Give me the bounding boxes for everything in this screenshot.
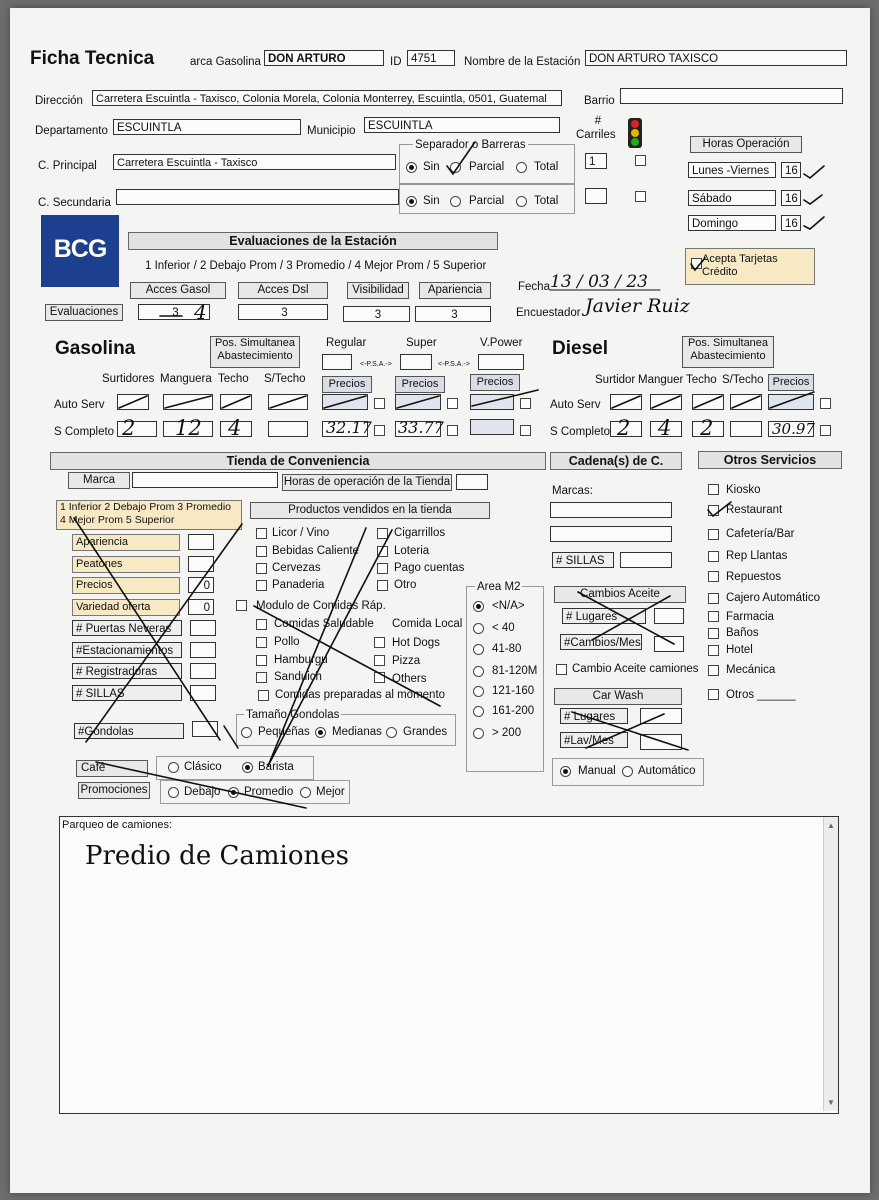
prod-loteria: Loteria bbox=[394, 545, 430, 557]
municipio-label: Municipio bbox=[307, 125, 356, 137]
row-variedad-field[interactable]: 0 bbox=[188, 599, 214, 615]
comidas-x-2 bbox=[268, 530, 392, 766]
csecundaria-label: C. Secundaria bbox=[38, 197, 111, 209]
row-peatones: Peatones bbox=[72, 556, 180, 573]
row-registradoras: # Registradoras bbox=[72, 663, 182, 679]
llantas-label: Rep Llantas bbox=[726, 550, 788, 562]
otros-title: Otros Servicios bbox=[698, 451, 842, 469]
stecho-label: S/Techo bbox=[264, 373, 306, 385]
manual-label: Manual bbox=[578, 765, 616, 777]
as-slash-3 bbox=[222, 396, 250, 408]
tarjetas-check-mark bbox=[691, 258, 705, 270]
direccion-label: Dirección bbox=[35, 95, 83, 107]
tamano-medianas: Medianas bbox=[332, 726, 382, 738]
marca-field[interactable]: DON ARTURO bbox=[264, 50, 384, 66]
hotel-label: Hotel bbox=[726, 644, 753, 656]
cafe-label: Café bbox=[76, 760, 148, 777]
apariencia-field[interactable]: 3 bbox=[415, 306, 491, 322]
cafeteria-label: Cafetería/Bar bbox=[726, 528, 795, 540]
parqueo-value: Predio de Camiones bbox=[85, 841, 349, 871]
comida-others: Others bbox=[392, 673, 427, 685]
direccion-field[interactable]: Carretera Escuintla - Taxisco, Colonia Morela, Colonia Monterrey, Escuintla, 0501, Guatemal bbox=[92, 90, 562, 106]
diesel-auto-serv-label: Auto Serv bbox=[550, 399, 601, 411]
area-40: < 40 bbox=[492, 622, 515, 634]
marca-tienda-label: Marca bbox=[68, 472, 130, 489]
carriles-label: Carriles bbox=[576, 129, 616, 141]
diesel-precio-label: Precios bbox=[768, 374, 814, 391]
encuestador-label: Encuestador bbox=[516, 307, 581, 319]
prod-cervezas: Cervezas bbox=[272, 562, 321, 574]
evaluaciones-title: Evaluaciones de la Estación bbox=[128, 232, 498, 250]
row-sillas: # SILLAS bbox=[72, 685, 182, 701]
cajero-label: Cajero Automático bbox=[726, 592, 820, 604]
area-gt200: > 200 bbox=[492, 727, 522, 739]
separador-label: Separador o Barreras bbox=[415, 139, 526, 151]
kiosko-label: Kiosko bbox=[726, 484, 761, 496]
fecha-value: 13 / 03 / 23 bbox=[550, 272, 648, 292]
dsl-as-slash-2 bbox=[652, 396, 680, 408]
parqueo-label: Parqueo de camiones: bbox=[62, 819, 173, 831]
evaluaciones-label: Evaluaciones bbox=[45, 304, 123, 321]
cafe-barista: Barista bbox=[258, 761, 294, 773]
dsl-as-slash-3 bbox=[694, 396, 722, 408]
prod-cigarrillos: Cigarrillos bbox=[394, 527, 446, 539]
surtidores-label: Surtidores bbox=[102, 373, 155, 385]
tamano-label: Tamaño Gondolas bbox=[246, 709, 340, 721]
separador-check-mark bbox=[447, 142, 475, 174]
repuestos-label: Repuestos bbox=[726, 571, 781, 583]
promo-promedio: Promedio bbox=[244, 786, 294, 798]
lunes-hours-field[interactable]: 16 bbox=[781, 162, 801, 178]
mecanica-label: Mecánica bbox=[726, 664, 776, 676]
barrio-label: Barrio bbox=[584, 95, 615, 107]
form-title: Ficha Tecnica bbox=[30, 48, 155, 69]
sc-manguera-hw: 12 bbox=[175, 416, 202, 440]
diesel-title: Diesel bbox=[552, 338, 608, 359]
precio-regular-label: Precios bbox=[322, 376, 372, 393]
visibilidad-label: Visibilidad bbox=[347, 282, 409, 299]
id-label: ID bbox=[390, 56, 402, 68]
tarjetas-label: Acepta Tarjetas Crédito bbox=[702, 253, 778, 278]
productos-slash bbox=[268, 528, 366, 766]
tienda-title: Tienda de Conveniencia bbox=[50, 452, 546, 470]
prod-pago: Pago cuentas bbox=[394, 562, 465, 574]
diesel-manguer-label: Manguer bbox=[638, 374, 684, 386]
aceite-x-1 bbox=[578, 592, 674, 644]
restaurant-check-mark bbox=[708, 502, 731, 516]
separador2-total-label: Total bbox=[534, 195, 559, 207]
acces-gasol-label: Acces Gasol bbox=[130, 282, 226, 299]
comidas-x-1 bbox=[254, 606, 440, 706]
domingo-label: Domingo bbox=[688, 215, 776, 231]
promo-mejor: Mejor bbox=[316, 786, 345, 798]
lunes-tick-mark bbox=[804, 166, 824, 178]
separador2-sin-label: Sin bbox=[423, 195, 440, 207]
gasolina-pos-label: Pos. Simultanea Abastecimiento bbox=[210, 336, 300, 368]
comida-local: Comida Local bbox=[392, 618, 463, 630]
scroll-down-icon[interactable]: ▼ bbox=[827, 1098, 835, 1107]
as-slash-1 bbox=[119, 396, 147, 408]
comida-saludable: Comidas Saludable bbox=[274, 618, 374, 630]
tienda-scale-2: 4 Mejor Prom 5 Superior bbox=[60, 514, 175, 526]
cambios-mes-label: #Cambios/Mes bbox=[560, 634, 642, 650]
diesel-sc-manguer-hw: 4 bbox=[658, 416, 672, 440]
visibilidad-field[interactable]: 3 bbox=[343, 306, 410, 322]
super-label: Super bbox=[406, 337, 437, 349]
row-precios: Precios bbox=[72, 577, 180, 594]
comida-sanduich: Sanduich bbox=[274, 671, 322, 683]
diesel-pos-label: Pos. Simultanea Abastecimiento bbox=[682, 336, 774, 368]
handwritten-marks bbox=[10, 8, 870, 1193]
dsl-as-slash-1 bbox=[612, 396, 640, 408]
estacion-field[interactable]: DON ARTURO TAXISCO bbox=[585, 50, 847, 66]
municipio-field[interactable]: ESCUINTLA bbox=[364, 117, 560, 133]
estacion-label: Nombre de la Estación bbox=[464, 56, 581, 68]
tienda-rows-x-2 bbox=[86, 524, 242, 742]
comida-pizza: Pizza bbox=[392, 655, 421, 667]
sc-surtidores-hw: 2 bbox=[122, 416, 136, 440]
s-completo-label: S Completo bbox=[54, 426, 115, 438]
domingo-hours-field[interactable]: 16 bbox=[781, 215, 801, 231]
separador1-parcial-label: Parcial bbox=[469, 161, 505, 173]
fecha-label: Fecha bbox=[518, 281, 550, 293]
sabado-label: Sábado bbox=[688, 190, 776, 206]
separador2-parcial-label: Parcial bbox=[469, 195, 505, 207]
dsl-as-slash-5 bbox=[770, 392, 814, 408]
cprincipal-field[interactable]: Carretera Escuintla - Taxisco bbox=[113, 154, 396, 170]
scroll-up-icon[interactable]: ▲ bbox=[827, 821, 835, 830]
horas-tienda-label: Horas de operación de la Tienda bbox=[282, 474, 452, 491]
diesel-sc-price-hw: 30.97 bbox=[772, 420, 815, 438]
diesel-techo-label: Techo bbox=[686, 374, 717, 386]
cprincipal-label: C. Principal bbox=[38, 160, 97, 172]
lunes-label: Lunes -Viernes bbox=[688, 162, 776, 178]
diesel-s-completo-label: S Completo bbox=[550, 426, 611, 438]
area-120: 81-120M bbox=[492, 665, 538, 677]
as-slash-7 bbox=[472, 390, 538, 406]
diesel-sc-surtidor-hw: 2 bbox=[617, 416, 631, 440]
as-slash-5 bbox=[324, 396, 366, 408]
carriles-field[interactable]: 1 bbox=[585, 153, 607, 169]
as-slash-6 bbox=[397, 396, 439, 408]
carwash-x-2 bbox=[586, 714, 664, 748]
row-puertas: # Puertas Neveras bbox=[72, 620, 182, 636]
tamano-pequenas: Pequeñas bbox=[258, 726, 310, 738]
prod-otro: Otro bbox=[394, 579, 417, 591]
cambios-aceite-label: Cambios Aceite bbox=[554, 586, 686, 603]
row-apariencia: Apariencia bbox=[72, 534, 180, 551]
auto-serv-label: Auto Serv bbox=[54, 399, 105, 411]
diesel-sc-techo-hw: 2 bbox=[700, 416, 714, 440]
apariencia-label: Apariencia bbox=[419, 282, 491, 299]
acces-gasol-handwritten: 4 bbox=[194, 300, 207, 324]
sc-regular-price-hw: 32.17 bbox=[326, 418, 372, 437]
tienda-rows-x-1 bbox=[74, 518, 220, 740]
horas-operacion-label: Horas Operación bbox=[690, 136, 802, 153]
prod-bebidas: Bebidas Caliente bbox=[272, 545, 359, 557]
automatico-label: Automático bbox=[638, 765, 696, 777]
cafe-strike bbox=[96, 762, 306, 808]
car-wash-label: Car Wash bbox=[554, 688, 682, 705]
sabado-hours-field[interactable]: 16 bbox=[781, 190, 801, 206]
regular-label: Regular bbox=[326, 337, 367, 349]
lugares-label: # Lugares bbox=[562, 608, 646, 624]
area-160: 121-160 bbox=[492, 685, 535, 697]
vpower-label: V.Power bbox=[480, 337, 523, 349]
restaurant-label: Restaurant bbox=[726, 504, 783, 516]
area-80: 41-80 bbox=[492, 643, 522, 655]
area-na: <N/A> bbox=[492, 600, 525, 612]
techo-label: Techo bbox=[218, 373, 249, 385]
psa-2: <-P.S.A.-> bbox=[438, 361, 470, 368]
domingo-tick-mark bbox=[804, 217, 824, 229]
gasolina-title: Gasolina bbox=[55, 338, 136, 359]
aceite-x-2 bbox=[592, 596, 670, 640]
evaluaciones-scale: 1 Inferior / 2 Debajo Prom / 3 Promedio / 4 Mejor Prom / 5 Superior bbox=[145, 260, 487, 272]
row-gondolas: #Gondolas bbox=[74, 723, 184, 739]
prod-licor: Licor / Vino bbox=[272, 527, 330, 539]
carriles-label-hash: # bbox=[594, 115, 602, 127]
acces-dsl-label: Acces Dsl bbox=[238, 282, 328, 299]
logo-text: BCG bbox=[53, 235, 107, 263]
tamano-grandes: Grandes bbox=[403, 726, 448, 738]
row-variedad: Variedad oferta bbox=[72, 599, 180, 616]
id-field[interactable]: 4751 bbox=[407, 50, 455, 66]
lav-mes-label: #Lav/Mes bbox=[560, 732, 628, 748]
row-precios-field[interactable]: 0 bbox=[188, 577, 214, 593]
cafe-clasico: Clásico bbox=[184, 761, 222, 773]
sc-super-price-hw: 33.77 bbox=[398, 418, 444, 437]
acces-gasol-field[interactable]: 3 bbox=[138, 304, 210, 320]
depto-label: Departamento bbox=[35, 125, 108, 137]
as-slash-4 bbox=[270, 396, 306, 408]
comidas-title: Modulo de Comidas Ráp. bbox=[256, 600, 386, 612]
promociones-label: Promociones bbox=[78, 782, 150, 799]
row-estacionamientos: #Estacionamientos bbox=[72, 642, 182, 658]
psa-1: <-P.S.A.-> bbox=[360, 361, 392, 368]
precio-super-label: Precios bbox=[395, 376, 445, 393]
lugares2-label: # Lugares bbox=[560, 708, 628, 724]
diesel-surtidor-label: Surtidor bbox=[595, 374, 636, 386]
tienda-scale-1: 1 Inferior 2 Debajo Prom 3 Promedio bbox=[60, 501, 231, 513]
prod-panaderia: Panaderia bbox=[272, 579, 325, 591]
marca-label: arca Gasolina bbox=[190, 56, 261, 68]
manguera-label: Manguera bbox=[160, 373, 212, 385]
comida-hamburgu: Hamburgu bbox=[274, 654, 328, 666]
otros-label: Otros ______ bbox=[726, 689, 796, 701]
as-slash-2 bbox=[165, 396, 211, 408]
separador1-total-label: Total bbox=[534, 161, 559, 173]
banos-label: Baños bbox=[726, 627, 759, 639]
encuestador-value: Javier Ruiz bbox=[585, 295, 690, 317]
comida-preparadas: Comidas preparadas al momento bbox=[275, 689, 446, 701]
sc-techo-hw: 4 bbox=[228, 416, 242, 440]
comida-pollo: Pollo bbox=[274, 636, 300, 648]
productos-label: Productos vendidos en la tienda bbox=[250, 502, 490, 519]
cambio-camiones: Cambio Aceite camiones bbox=[572, 663, 699, 675]
comida-hotdogs: Hot Dogs bbox=[392, 637, 440, 649]
carwash-x-1 bbox=[572, 712, 688, 750]
form-sheet bbox=[10, 8, 870, 1193]
area-title: Area M2 bbox=[477, 581, 521, 593]
cadena-sillas-label: # SILLAS bbox=[552, 552, 614, 568]
sabado-tick-mark bbox=[804, 195, 822, 204]
depto-field[interactable]: ESCUINTLA bbox=[113, 119, 301, 135]
promo-debajo: Debajo bbox=[184, 786, 221, 798]
gondolas-strike bbox=[224, 726, 238, 748]
farmacia-label: Farmacia bbox=[726, 611, 774, 623]
area-200: 161-200 bbox=[492, 705, 535, 717]
dsl-as-slash-4 bbox=[732, 396, 760, 408]
cadena-marcas-label: Marcas: bbox=[552, 485, 593, 497]
acces-dsl-field[interactable]: 3 bbox=[238, 304, 328, 320]
cadena-title: Cadena(s) de C. bbox=[550, 452, 682, 470]
diesel-stecho-label: S/Techo bbox=[722, 374, 764, 386]
separador1-sin-label: Sin bbox=[423, 161, 440, 173]
precio-vpower-label: Precios bbox=[470, 374, 520, 391]
